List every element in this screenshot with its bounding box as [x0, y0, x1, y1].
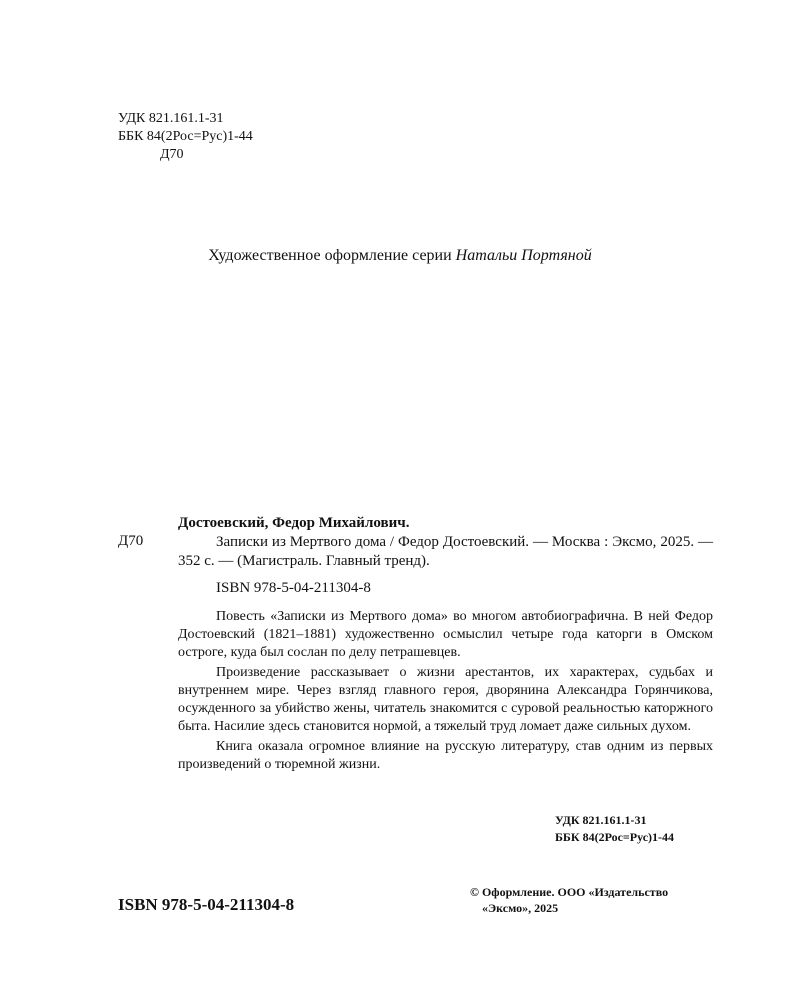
bbk-code-bottom: ББК 84(2Рос=Рус)1-44 [555, 830, 675, 844]
series-design-text: Художественное оформление серии [208, 247, 456, 264]
catalog-author: Достоевский, Федор Михайлович. [178, 515, 410, 531]
annotation-paragraph: Книга оказала огромное влияние на русскую литературу, став одним из первых произведений о тюремной жизни. [178, 739, 713, 772]
author-code: Д70 [160, 147, 184, 162]
udk-code: УДК 821.161.1-31 [118, 111, 224, 126]
annotation-paragraph: Повесть «Записки из Мертвого дома» во многом автобиографична. В ней Федор Достоевский (1821–1881) художественно осмыслил четыре года каторги в Омском остроге, куда был сослан по делу петрашевцев. [178, 609, 713, 660]
record-author-code: Д70 [118, 533, 144, 549]
annotation-paragraph: Произведение рассказывает о жизни арестантов, их характерах, судьбах и внутреннем мире. Через взгляд главного героя, дворянина Александра Горянчикова, осужденного за убийство жены, читатель знакомится с суровой реальностью каторжного быта. Насилие здесь становится нормой, а тяжелый труд ломает даже сильных духом. [178, 665, 713, 734]
classification-block-top [118, 110, 253, 164]
annotation [178, 608, 713, 774]
series-designer-name: Натальи Портяной [455, 247, 592, 264]
classification-block-bottom [555, 812, 674, 846]
copyright-line-2: «Эксмо», 2025 [482, 901, 559, 915]
isbn-footer: ISBN 978-5-04-211304-8 [118, 895, 295, 914]
series-design-credit [0, 247, 800, 265]
bbk-code: ББК 84(2Рос=Рус)1-44 [118, 129, 253, 144]
copyright-line-1: © Оформление. ООО «Издательство [470, 885, 669, 899]
copyright-notice [470, 884, 668, 916]
udk-code-bottom: УДК 821.161.1-31 [555, 813, 647, 827]
catalog-isbn: ISBN 978-5-04-211304-8 [216, 580, 371, 596]
catalog-record: Записки из Мертвого дома / Федор Достоевский. — Москва : Эксмо, 2025. — 352 с. — (Магистраль. Главный тренд). [178, 534, 713, 569]
catalog-card [178, 514, 713, 774]
